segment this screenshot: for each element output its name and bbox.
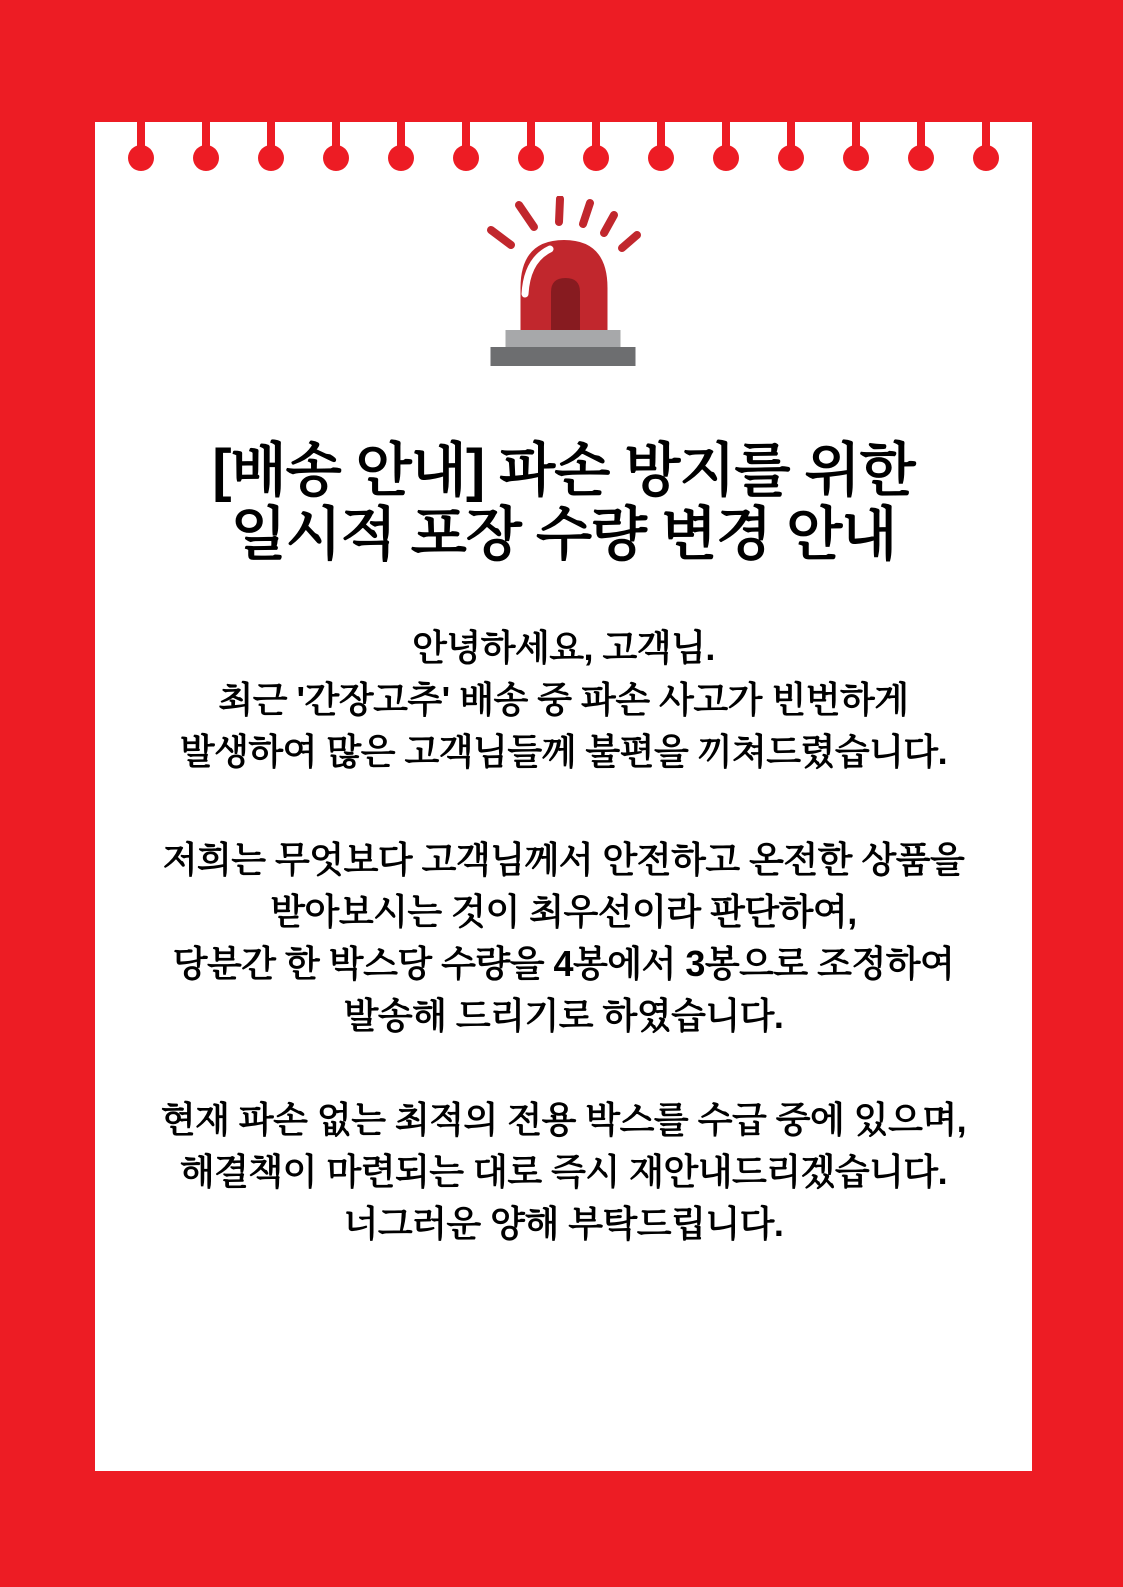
notice-title: [95, 439, 1032, 567]
notice-paper: [95, 122, 1032, 1471]
paragraph-line: 당분간 한 박스당 수량을 4봉에서 3봉으로 조정하여: [172, 943, 955, 984]
paragraph-line: 받아보시는 것이 최우선이라 판단하여,: [270, 891, 857, 932]
siren-inner-lens: [551, 278, 580, 330]
hanging-dot: [908, 122, 934, 174]
hanging-dot: [518, 122, 544, 174]
siren-alarm-svg: [469, 196, 659, 368]
siren-base-upper: [505, 330, 620, 347]
paragraph-line: 너그러운 양해 부탁드립니다.: [343, 1203, 784, 1244]
packaging-change-paragraph: [95, 834, 1032, 1042]
paragraph-line: 발생하여 많은 고객님들께 불편을 끼쳐드렸습니다.: [179, 731, 948, 772]
hanging-dot: [648, 122, 674, 174]
siren-base-lower: [490, 347, 635, 366]
closing-paragraph: [95, 1094, 1032, 1250]
hanging-dot: [973, 122, 999, 174]
hanging-dot: [128, 122, 154, 174]
hanging-dot: [713, 122, 739, 174]
hanging-dot: [323, 122, 349, 174]
title-line-2: 일시적 포장 수량 변경 안내: [230, 501, 897, 567]
hanging-dot: [843, 122, 869, 174]
hanging-dot: [258, 122, 284, 174]
paragraph-line: 안녕하세요, 고객님.: [412, 627, 715, 668]
paragraph-line: 해결책이 마련되는 대로 즉시 재안내드리겠습니다.: [179, 1151, 948, 1192]
paragraph-line: 발송해 드리기로 하였습니다.: [343, 995, 784, 1036]
hanging-dot: [453, 122, 479, 174]
hanging-dot: [778, 122, 804, 174]
hanging-dot: [193, 122, 219, 174]
paragraph-line: 저희는 무엇보다 고객님께서 안전하고 온전한 상품을: [162, 839, 965, 880]
hanging-dots-row: [95, 122, 1032, 174]
paragraph-line: 최근 '간장고추' 배송 중 파손 사고가 빈번하게: [218, 679, 909, 720]
hanging-dot: [388, 122, 414, 174]
title-line-1: [배송 안내] 파손 방지를 위한: [212, 437, 915, 503]
greeting-paragraph: [95, 622, 1032, 778]
siren-alarm-icon: [469, 196, 659, 368]
hanging-dot: [583, 122, 609, 174]
paragraph-line: 현재 파손 없는 최적의 전용 박스를 수급 중에 있으며,: [160, 1099, 967, 1140]
